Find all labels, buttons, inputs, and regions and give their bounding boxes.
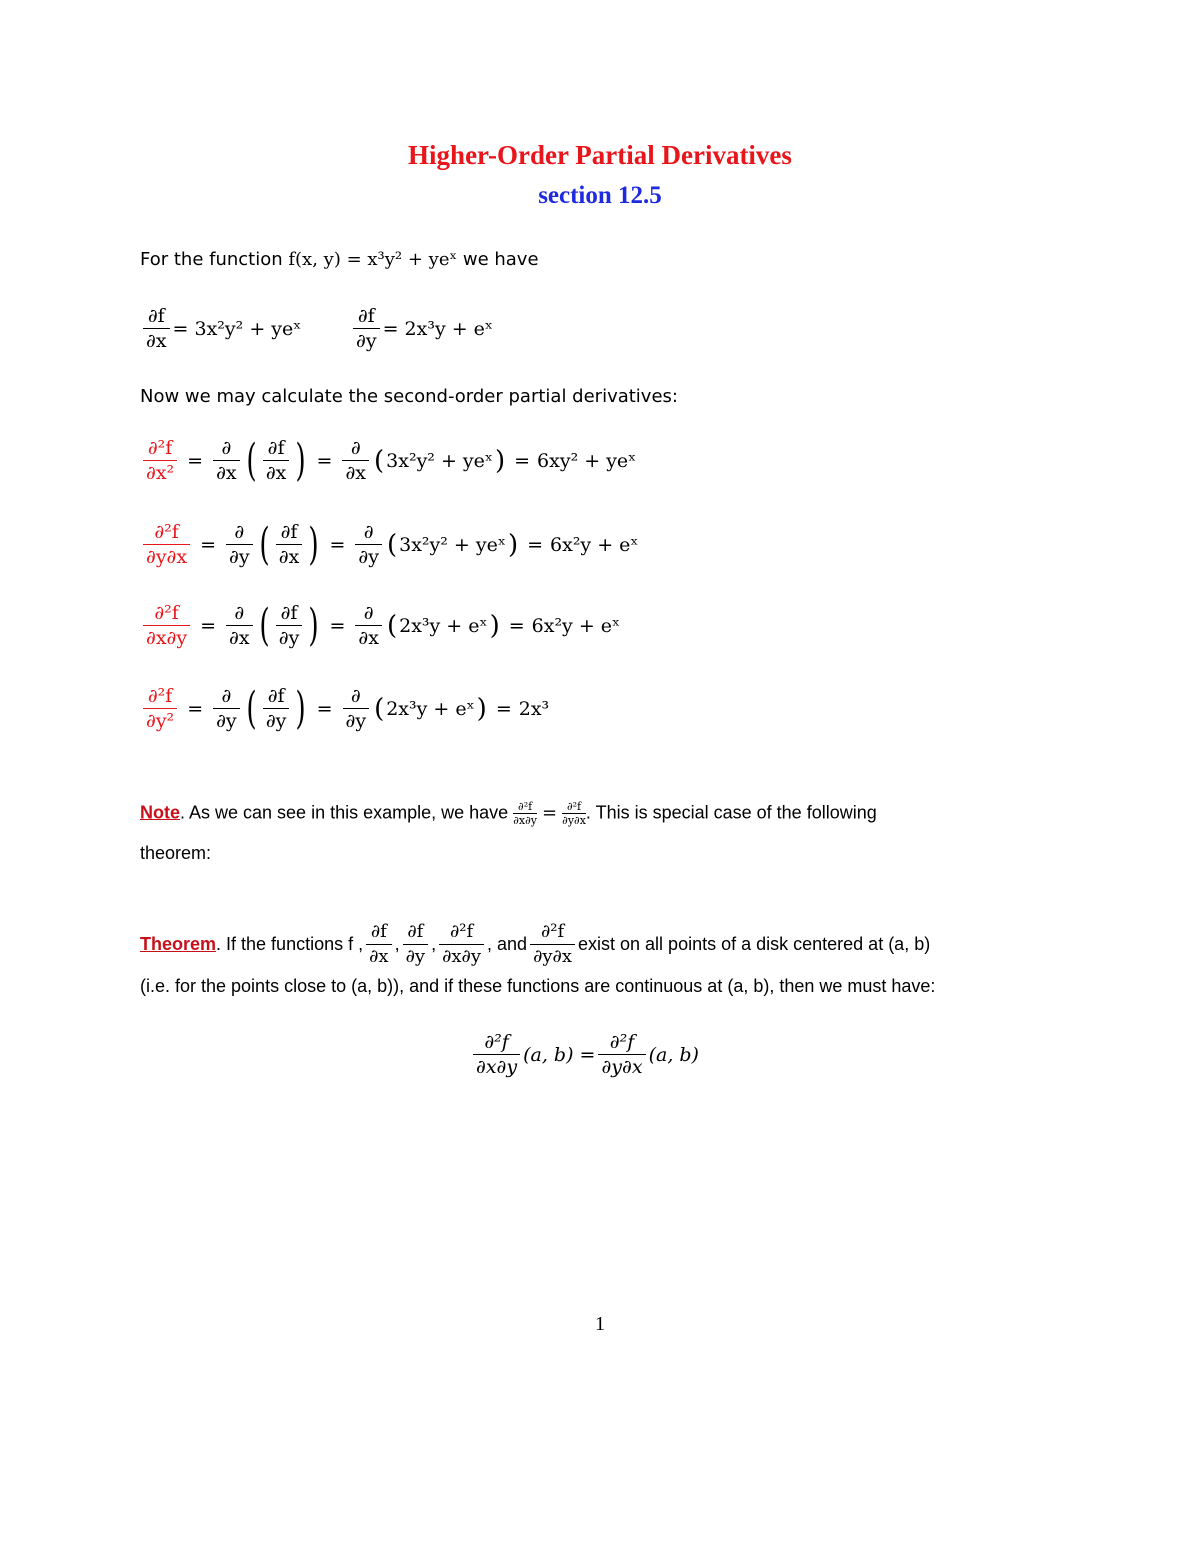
theorem-f2-den: ∂y <box>403 944 428 969</box>
eq-rhs-den: ∂y∂x <box>598 1054 645 1079</box>
expression: 2x³y + eˣ <box>399 614 488 637</box>
intro-line <box>140 249 539 271</box>
fx-denominator: ∂x <box>143 328 170 353</box>
theorem-equation <box>470 1030 699 1079</box>
theorem-f3-num: ∂²f <box>449 921 474 942</box>
inner-numerator: ∂f <box>267 685 285 707</box>
inner-numerator: ∂f <box>267 437 285 459</box>
note-frac1-num: ∂²f <box>518 800 533 813</box>
lhs-numerator: ∂²f <box>147 437 173 459</box>
inner-numerator: ∂f <box>280 602 298 624</box>
applied-derivative: ∂x <box>355 625 382 650</box>
note-text-b: . This is special case of the following <box>585 802 877 823</box>
lhs-denominator: ∂x² <box>143 460 177 485</box>
intro-prefix: For the function <box>140 249 283 270</box>
result: 6x²y + eˣ <box>550 533 639 556</box>
second-order-eq-1: $\frac{\text{∂²f}}{\text{∂x²}}$ = $\frac{\partial}{\partial x}$ ( $\frac{\partial f}{\partial x}$ ) = $\frac{\partial}{\partial x}$ ( 3x²y² + yeˣ ) = 6xy² + yeˣ <box>140 436 636 485</box>
expression: 2x³y + eˣ <box>386 697 475 720</box>
theorem-text-a: . If the functions f , <box>216 934 364 954</box>
lhs-numerator: ∂²f <box>154 602 179 624</box>
theorem-f2-num: ∂f <box>407 921 424 942</box>
note-paragraph: Note. As we can see in this example, we have $\frac{\text{∂²f}}{\partial x\partial y}$ = $\frac{\text{∂²f}}{\partial y\partial x}$ . This is special case of the following <box>140 800 877 827</box>
lhs-numerator: ∂²f <box>154 521 179 543</box>
eq-rhs-num: ∂²f <box>609 1031 635 1053</box>
expression: 3x²y² + yeˣ <box>399 533 506 556</box>
inner-denominator: ∂x <box>276 544 303 569</box>
fx-numerator: ∂f <box>147 305 165 327</box>
theorem-line-2: (i.e. for the points close to (a, b)), and if these functions are continuous at (a, b), then we must have: <box>140 976 936 996</box>
inner-denominator: ∂x <box>263 460 290 485</box>
note-continuation: theorem: <box>140 843 212 863</box>
theorem-line-1: Theorem . If the functions f , $\frac{\partial f}{\partial x}$ , $\frac{\partial f}{\partial y}$ , $\frac{\text{∂²f}}{\partial x\partial y}$ , and $\frac{\text{∂²f}}{\partial y\partial x}$ exist on all points of a disk centered at (a, b) <box>140 921 931 967</box>
applied-derivative: ∂y <box>343 708 370 733</box>
fx-rhs: = 3x²y² + yeˣ <box>172 317 302 340</box>
lhs-numerator: ∂²f <box>147 685 173 707</box>
lhs-denominator: ∂x∂y <box>143 625 190 650</box>
applied-derivative: ∂y <box>355 544 382 569</box>
note-label: Note <box>140 802 180 823</box>
second-order-eq-3: $\frac{\text{∂²f}}{\partial x\partial y}$ = $\frac{\partial}{\partial x}$ ( $\frac{\partial f}{\partial y}$ ) = $\frac{\partial}{\partial x}$ ( 2x³y + eˣ ) = 6x²y + eˣ <box>140 601 620 650</box>
result: 6xy² + yeˣ <box>537 449 637 472</box>
second-order-eq-2: $\frac{\text{∂²f}}{\partial y\partial x}$ = $\frac{\partial}{\partial y}$ ( $\frac{\partial f}{\partial x}$ ) = $\frac{\partial}{\partial y}$ ( 3x²y² + yeˣ ) = 6x²y + eˣ <box>140 520 638 569</box>
note-frac2-den: ∂y∂x <box>562 814 586 827</box>
page-number: 1 <box>595 1313 605 1335</box>
eq-lhs-den: ∂x∂y <box>473 1054 520 1079</box>
fy-rhs: = 2x³y + eˣ <box>382 317 493 340</box>
eq-arg2: (a, b) <box>648 1043 699 1066</box>
result: 2x³ <box>518 697 550 720</box>
second-order-eq-4: $\frac{\text{∂²f}}{\text{∂y²}}$ = $\frac{\partial}{\partial y}$ ( $\frac{\partial f}{\partial y}$ ) = $\frac{\partial}{\partial y}$ ( 2x³y + eˣ ) = 2x³ <box>140 684 549 733</box>
first-order-fy <box>350 304 493 353</box>
theorem-f1-num: ∂f <box>370 921 387 942</box>
theorem-f3-den: ∂x∂y <box>439 944 484 969</box>
inner-denominator: ∂y <box>263 708 290 733</box>
lhs-denominator: ∂y∂x <box>143 544 190 569</box>
outer-derivative: ∂y <box>226 544 253 569</box>
first-order-fx <box>140 304 301 353</box>
inner-numerator: ∂f <box>280 521 298 543</box>
section-subtitle: section 12.5 <box>538 182 662 209</box>
intro-suffix: we have <box>462 249 539 270</box>
note-frac2-num: ∂²f <box>566 800 582 813</box>
eq-arg1: (a, b) = <box>523 1043 596 1066</box>
fy-denominator: ∂y <box>353 328 380 353</box>
expression: 3x²y² + yeˣ <box>386 449 493 472</box>
theorem-and: , and <box>487 934 528 954</box>
outer-derivative: ∂x <box>226 625 253 650</box>
eq-lhs-num: ∂²f <box>484 1031 509 1053</box>
outer-derivative: ∂y <box>213 708 240 733</box>
result: 6x²y + eˣ <box>531 614 621 637</box>
theorem-f1-den: ∂x <box>366 944 391 969</box>
theorem-text-b: exist on all points of a disk centered at (a, b) <box>578 934 931 954</box>
fy-numerator: ∂f <box>357 305 375 327</box>
inner-denominator: ∂y <box>276 625 303 650</box>
theorem-f4-num: ∂²f <box>540 921 565 942</box>
outer-derivative: ∂x <box>213 460 240 485</box>
page-title: Higher-Order Partial Derivatives <box>408 140 792 170</box>
intro-function: f(x, y) = x³y² + yeˣ <box>288 249 458 270</box>
lhs-denominator: ∂y² <box>143 708 177 733</box>
applied-derivative: ∂x <box>342 460 369 485</box>
transition-text: Now we may calculate the second-order partial derivatives: <box>140 386 678 407</box>
theorem-f4-den: ∂y∂x <box>530 944 575 969</box>
note-text-a: . As we can see in this example, we have <box>180 802 509 823</box>
note-frac1-den: ∂x∂y <box>513 814 537 827</box>
theorem-label: Theorem <box>140 934 217 954</box>
